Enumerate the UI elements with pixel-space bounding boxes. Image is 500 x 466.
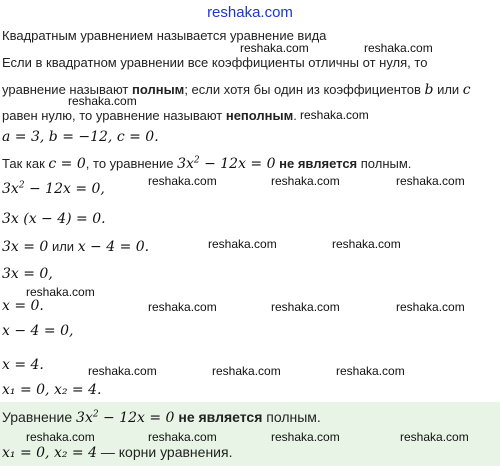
site-title[interactable]: reshaka.com: [207, 4, 293, 21]
watermark: reshaka.com: [364, 41, 433, 55]
equation-line: 3x (x − 4) = 0.: [2, 211, 106, 227]
equation-line: x₁ = 0, x₂ = 4.: [2, 382, 102, 398]
definition-line: Если в квадратном уравнении все коэффициенты отличны от нуля, то: [2, 55, 428, 70]
watermark: reshaka.com: [148, 174, 217, 188]
watermark: reshaka.com: [271, 174, 340, 188]
watermark: reshaka.com: [26, 430, 95, 444]
watermark: reshaka.com: [332, 237, 401, 251]
watermark: reshaka.com: [300, 108, 369, 122]
definition-line: Квадратным уравнением называется уравнение вида: [2, 28, 327, 43]
definition-line: уравнение называют полным; если хотя бы один из коэффициентов b или c: [2, 82, 471, 98]
equation-line: 3x = 0 или x − 4 = 0.: [2, 239, 150, 255]
watermark: reshaka.com: [396, 300, 465, 314]
answer-line: Уравнение $3x^2 - 12x = 0$ не является полным.: [2, 409, 321, 426]
watermark: reshaka.com: [396, 174, 465, 188]
watermark: reshaka.com: [271, 300, 340, 314]
watermark: reshaka.com: [208, 237, 277, 251]
watermark: reshaka.com: [88, 364, 157, 378]
watermark: reshaka.com: [68, 94, 137, 108]
equation-line: 3x = 0,: [2, 266, 53, 282]
coefficients: a = 3, b = −12, c = 0.: [2, 129, 159, 145]
watermark: reshaka.com: [148, 300, 217, 314]
equation-line: x − 4 = 0,: [2, 323, 74, 339]
watermark: reshaka.com: [400, 430, 469, 444]
equation-line: x = 4.: [2, 357, 44, 373]
answer-line: x₁ = 0, x₂ = 4 — корни уравнения.: [2, 444, 233, 461]
watermark: reshaka.com: [148, 430, 217, 444]
statement-line: Так как c = 0, то уравнение $3x^2 - 12x = 0$ не является полным.: [2, 155, 412, 172]
equation-line: x = 0.: [2, 298, 44, 314]
watermark: reshaka.com: [240, 41, 309, 55]
watermark: reshaka.com: [26, 285, 95, 299]
equation-line: $3x^2 - 12x = 0$,: [2, 180, 105, 197]
definition-line: равен нулю, то уравнение называют неполным.: [2, 108, 297, 123]
watermark: reshaka.com: [212, 364, 281, 378]
watermark: reshaka.com: [271, 430, 340, 444]
watermark: reshaka.com: [336, 364, 405, 378]
